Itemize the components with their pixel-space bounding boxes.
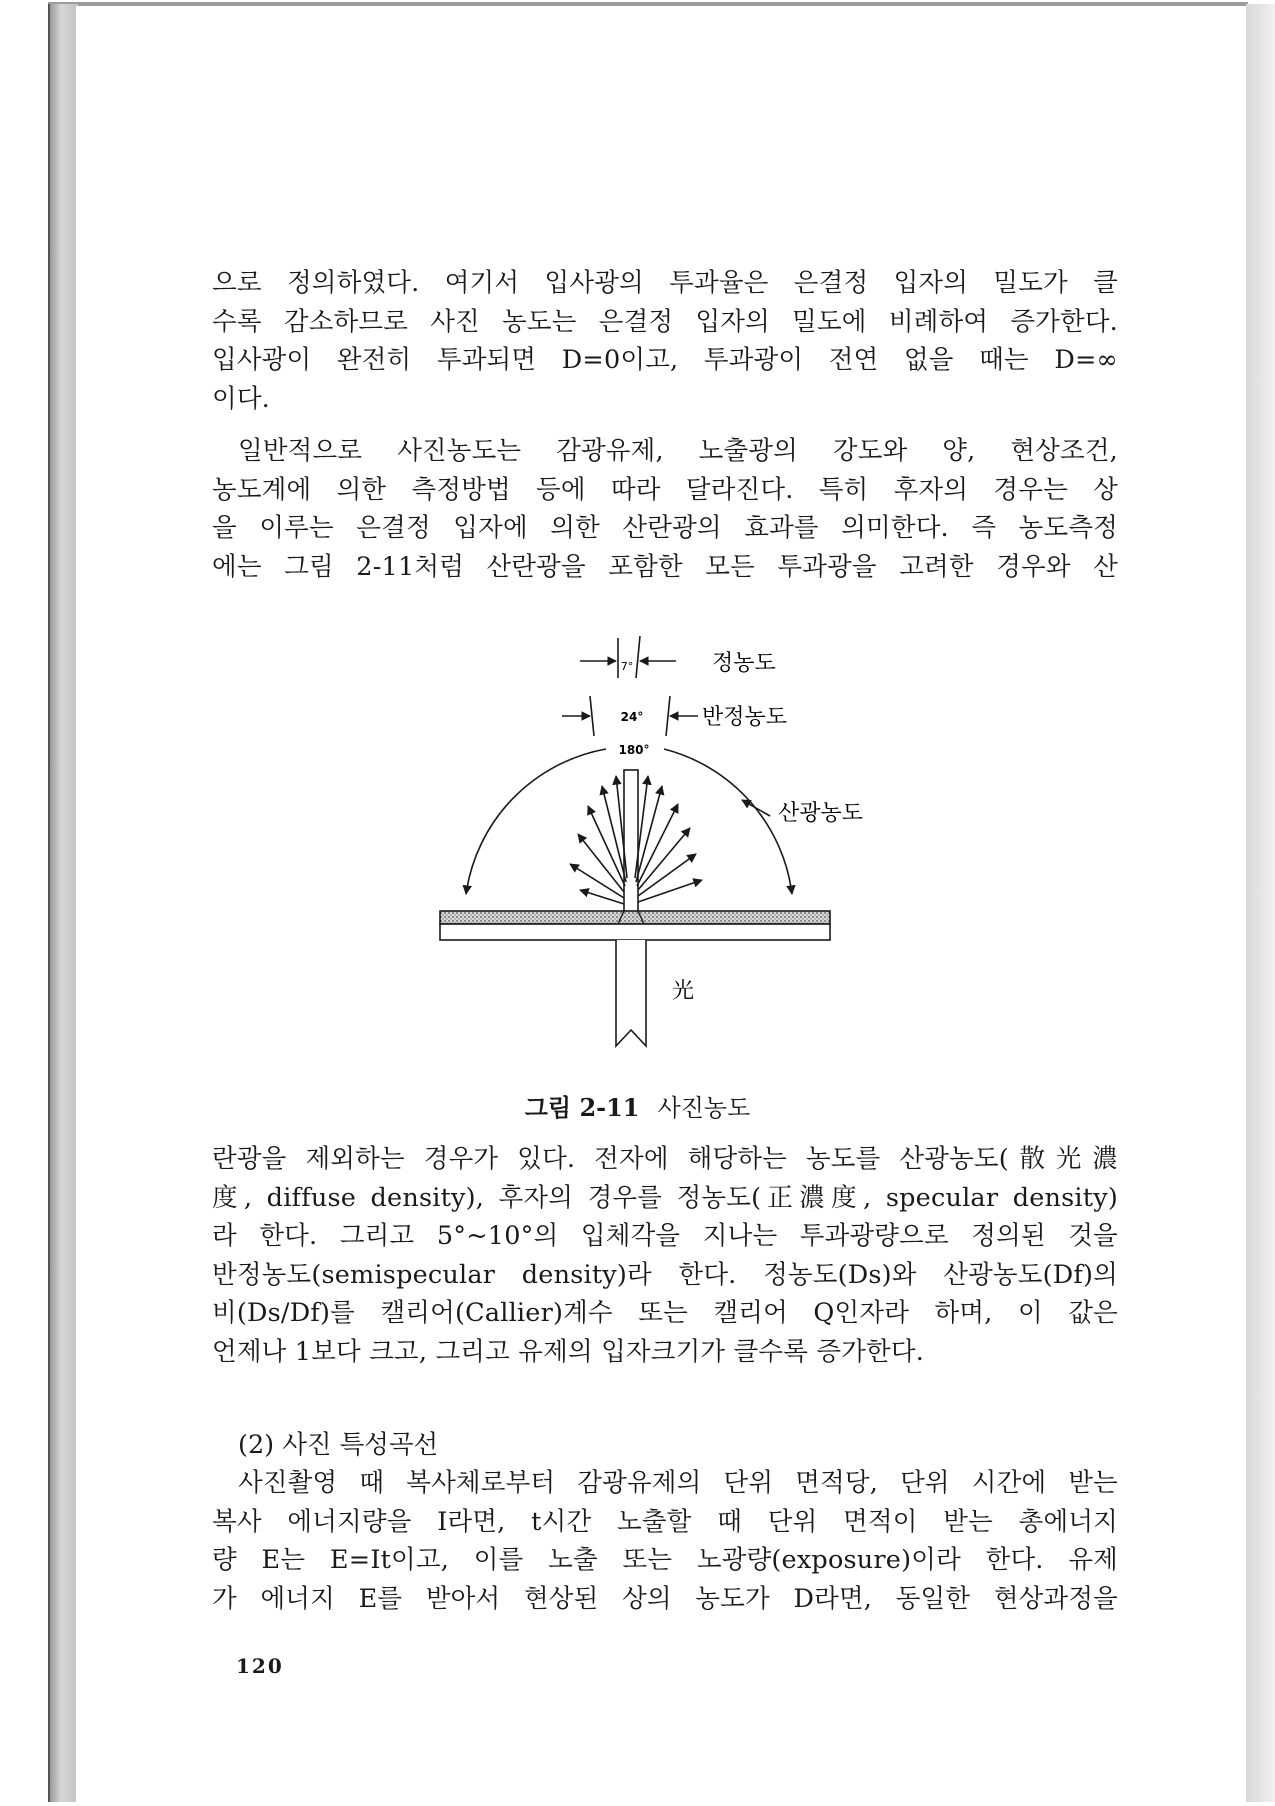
text-line: 일반적으로 사진농도는 감광유제, 노출광의 강도와 양, 현상조건, (238, 436, 1118, 466)
text-line: 라 한다. 그리고 5°~10°의 입체각을 지나는 투과광량으로 정의된 것을 (212, 1221, 1118, 1251)
semispecular-density-label: 반정농도 (702, 705, 788, 730)
semispecular-angle-indicator (562, 696, 787, 736)
angle-label-180: 180° (618, 743, 650, 757)
section-heading: (2) 사진 특성곡선 (238, 1430, 439, 1460)
figure-number: 그림 2-11 (524, 1093, 640, 1122)
angle-label-7: 7° (620, 660, 634, 673)
diffuse-arc-right (664, 749, 792, 894)
text-line: 란광을 제외하는 경우가 있다. 전자에 해당하는 농도를 산광농도(散光濃 (212, 1144, 1118, 1174)
text-line: 비(Ds/Df)를 캘리어(Callier)계수 또는 캘리어 Q인자라 하며, 이 값은 (212, 1298, 1118, 1328)
diffuse-density-label: 산광농도 (778, 801, 864, 826)
text-line: 반정농도(semispecular density)라 한다. 정농도(Ds)와 산광농도(Df)의 (212, 1259, 1118, 1290)
text-line: 에는 그림 2-11처럼 산란광을 포함한 모든 투과광을 고려한 경우와 산 (212, 551, 1118, 582)
text-line: 량 E는 E=It이고, 이를 노출 또는 노광량(exposure)이라 한다. 유제 (212, 1545, 1118, 1575)
figure-caption (0, 1088, 1275, 1123)
text-line: 입사광이 완전히 투과되면 D=0이고, 투과광이 전연 없을 때는 D=∞ (212, 345, 1118, 375)
photographic-density-diagram (420, 628, 940, 1068)
paragraph-1 (212, 264, 1118, 418)
diffuse-arc-left (466, 749, 606, 894)
text-line: 度, diffuse density), 후자의 경우를 정농도(正濃度, specular density) (212, 1182, 1118, 1213)
text-line: 수록 감소하므로 사진 농도는 은결정 입자의 밀도에 비례하여 증가한다. (212, 306, 1118, 337)
transmitted-beam (624, 770, 638, 912)
specular-density-label: 정농도 (712, 651, 776, 676)
paragraph-4 (212, 1464, 1118, 1618)
figure-title: 사진농도 (657, 1094, 751, 1122)
page-number: 120 (236, 1654, 284, 1678)
text-line: 언제나 1보다 크고, 그리고 유제의 입자크기가 클수록 증가한다. (212, 1336, 925, 1367)
paragraph-3 (212, 1140, 1118, 1371)
text-line: 이다. (212, 383, 270, 414)
text-line: 사진촬영 때 복사체로부터 감광유제의 단위 면적당, 단위 시간에 받는 (238, 1468, 1118, 1498)
film-base (440, 924, 830, 940)
specular-angle-indicator (580, 636, 776, 678)
light-label: 光 (672, 979, 695, 1004)
text-line: 가 에너지 E를 받아서 현상된 상의 농도가 D라면, 동일한 현상과정을 (212, 1583, 1118, 1614)
diffuse-pointer (742, 800, 770, 816)
paragraph-2 (212, 432, 1118, 586)
angle-label-24: 24° (620, 710, 644, 724)
text-line: 농도계에 의한 측정방법 등에 따라 달라진다. 특히 후자의 경우는 상 (212, 474, 1118, 505)
text-line: 으로 정의하였다. 여기서 입사광의 투과율은 은결정 입자의 밀도가 클 (212, 268, 1118, 298)
emulsion-layer (440, 911, 830, 924)
book-spine (48, 4, 78, 1802)
page-right-edge (1246, 4, 1275, 1802)
text-line: 을 이루는 은결정 입자에 의한 산란광의 효과를 의미한다. 즉 농도측정 (212, 513, 1118, 543)
incident-light-beam (616, 940, 646, 1046)
text-line: 복사 에너지량을 I라면, t시간 노출할 때 단위 면적이 받는 총에너지 (212, 1506, 1118, 1537)
